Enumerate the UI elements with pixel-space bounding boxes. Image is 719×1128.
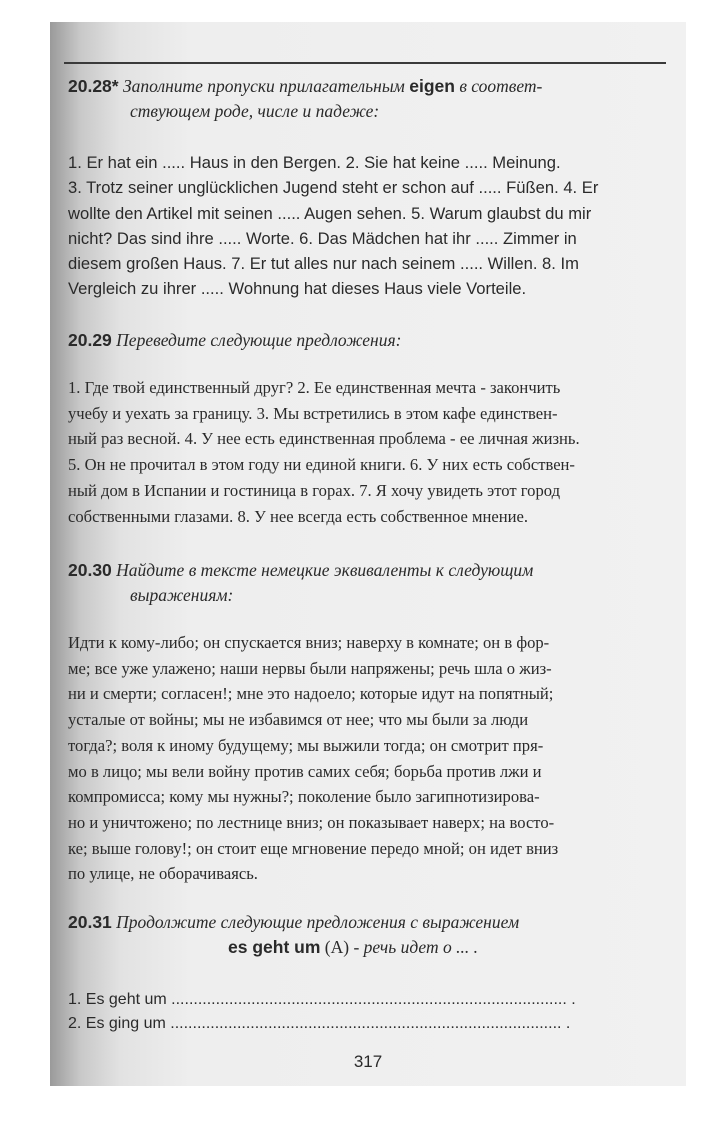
exercise-body — [68, 630, 664, 887]
text-line: ни и смерти; согласен!; мне это надоело; которые идут на попятный; — [68, 684, 554, 704]
exercise-20-31 — [68, 910, 664, 1036]
text-line: мо в лицо; мы вели войну против самих себя; борьба против лжи и — [68, 761, 542, 781]
exercise-body — [68, 150, 664, 302]
text-line: учебу и уехать за границу. 3. Мы встретились в этом кафе единствен- — [68, 403, 558, 423]
text-line: ный дом в Испании и гостиница в горах. 7. Я хочу увидеть этот город — [68, 480, 561, 500]
top-rule — [64, 62, 666, 64]
text-line: Идти к кому-либо; он спускается вниз; наверху в комнате; он в фор- — [68, 633, 550, 652]
fill-in-line: 2. Es ging um ........................................................................................ . — [68, 1015, 571, 1032]
text-line: компромисса; кому мы нужны?; поколение было загипнотизирова- — [68, 787, 540, 807]
text-line: ке; выше голову!; он стоит еще мгновение передо мной; он идет вниз — [68, 838, 559, 858]
exercise-number: 20.28* — [68, 76, 119, 96]
exercise-heading — [68, 74, 664, 124]
text-line: 1. Er hat ein ..... Haus in den Bergen. 2. Sie hat keine ..... Meinung. — [68, 153, 561, 172]
exercise-20-29 — [68, 328, 664, 529]
text-line: но и уничтожено; по лестнице вниз; он показывает наверх; на восто- — [68, 812, 555, 832]
exercise-20-30 — [68, 558, 664, 887]
exercise-number: 20.30 — [68, 560, 112, 580]
text-line: собственными глазами. 8. У нее всегда есть собственное мнение. — [68, 506, 529, 526]
exercise-number: 20.31 — [68, 912, 112, 932]
text-line: 5. Он не прочитал в этом году ни единой книги. 6. У них есть собствен- — [68, 455, 575, 475]
exercise-20-28 — [68, 74, 664, 302]
text-line: Vergleich zu ihrer ..... Wohnung hat dieses Haus viele Vorteile. — [68, 279, 527, 299]
instruction-text: в соответ- — [454, 76, 543, 96]
text-line: ме; все уже улажено; наши нервы были напряжены; речь шла о жиз- — [68, 658, 552, 678]
case-label: (A) — [320, 937, 354, 957]
keyword: eigen — [409, 76, 455, 96]
fill-in-lines — [68, 988, 664, 1036]
book-page — [50, 22, 686, 1086]
text-line: ный раз весной. 4. У нее есть единственная проблема - ее личная жизнь. — [68, 429, 580, 449]
text-line: wollte den Artikel mit seinen ..... Augen sehen. 5. Warum glaubst du mir — [68, 203, 592, 223]
page-number: 317 — [353, 1052, 383, 1071]
text-line: по улице, не оборачиваясь. — [68, 864, 258, 884]
instruction-text: Продолжите следующие предложения с выражением — [116, 912, 520, 932]
text-line: 3. Trotz seiner unglücklichen Jugend steht er schon auf ..... Füßen. 4. Er — [68, 178, 599, 198]
instruction-text: ствующем роде, числе и падеже: — [130, 101, 380, 121]
instruction-text: Найдите в тексте немецкие эквиваленты к следующим — [116, 560, 534, 580]
text-line: усталые от войны; мы не избавимся от нее; что мы были за люди — [68, 710, 529, 730]
exercise-heading — [68, 558, 664, 608]
exercise-body — [68, 375, 664, 529]
expression-line — [68, 935, 664, 960]
text-line: тогда?; воля к иному будущему; мы выжили тогда; он смотрит пря- — [68, 735, 544, 755]
text-line: diesem großen Haus. 7. Er tut alles nur nach seinem ..... Willen. 8. Im — [68, 254, 579, 274]
instruction-text: Заполните пропуски прилагательным — [122, 76, 410, 96]
text-line: 1. Где твой единственный друг? 2. Ее единственная мечта - закончить — [68, 378, 561, 397]
expression: es geht um — [228, 937, 321, 957]
translation: - речь идет о ... . — [353, 937, 478, 957]
exercise-number: 20.29 — [68, 330, 112, 350]
instruction-text: выражениям: — [130, 585, 234, 605]
exercise-heading — [68, 328, 664, 353]
instruction-text: Переведите следующие предложения: — [116, 330, 402, 350]
fill-in-line: 1. Es geht um ......................................................................................... . — [68, 991, 576, 1008]
exercise-heading — [68, 910, 664, 960]
text-line: nicht? Das sind ihre ..... Worte. 6. Das Mädchen hat ihr ..... Zimmer in — [68, 228, 577, 248]
